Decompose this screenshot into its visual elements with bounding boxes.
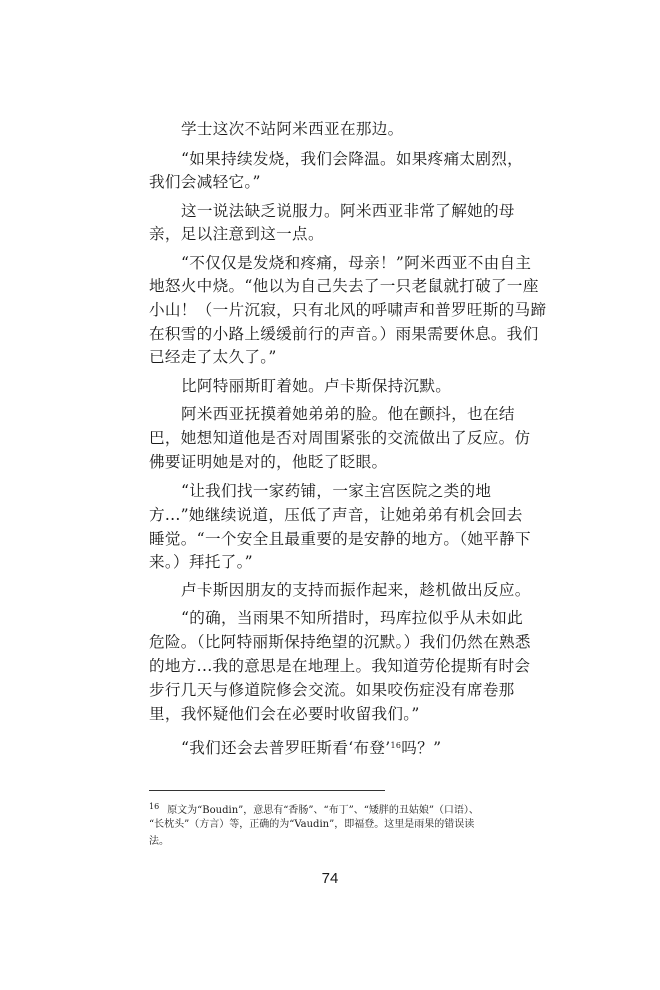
paragraph-line: 佛要证明她是对的，他眨了眨眼。 (149, 453, 388, 471)
line-text: “我们还会去普罗旺斯看‘布登’ (181, 739, 391, 757)
paragraph-line: 亲，足以注意到这一点。 (149, 225, 324, 243)
paragraph-line: 我们会减轻它。” (149, 173, 261, 191)
footnote-line (149, 800, 509, 818)
paragraph-line: 危险。（比阿特丽斯保持绝望的沉默。）我们仍然在熟悉 (149, 633, 531, 651)
paragraph-line (181, 736, 541, 758)
paragraph-line: 这一说法缺乏说服力。阿米西亚非常了解她的母 (181, 202, 515, 220)
paragraph-line: 学士这次不站阿米西亚在那边。 (181, 120, 404, 138)
paragraph-line: “不仅仅是发烧和疼痛，母亲！”阿米西亚不由自主 (181, 254, 532, 272)
paragraph-line: “的确，当雨果不知所措时，玛库拉似乎从未如此 (181, 609, 524, 627)
paragraph-line: “让我们找一家药铺，一家主宫医院之类的地 (181, 482, 492, 500)
paragraph-line: 里，我怀疑他们会在必要时收留我们。” (149, 705, 420, 723)
paragraph-line: 巴，她想知道他是否对周围紧张的交流做出了反应。仿 (149, 429, 531, 447)
page-number: 74 (321, 870, 339, 887)
footnote-divider (149, 790, 385, 791)
paragraph-line: 来。）拜托了。” (149, 553, 253, 571)
paragraph-line: 在积雪的小路上缓缓前行的声音。）雨果需要休息。我们 (149, 325, 539, 343)
paragraph-line: 方...”她继续说道，压低了声音，让她弟弟有机会回去 (149, 506, 523, 524)
paragraph-line: 地怒火中烧。“他以为自己失去了一只老鼠就打破了一座 (149, 277, 539, 295)
footnote-reference[interactable]: 16 (390, 741, 402, 750)
footnote-line: 法。 (149, 836, 169, 847)
paragraph-line: 步行几天与修道院修会交流。如果咬伤症没有席卷那 (149, 681, 515, 699)
footnote-line: “长枕头”（方言）等，正确的为“Vaudin”，即福登。这里是雨果的错误读 (149, 819, 475, 830)
paragraph-line: 比阿特丽斯盯着她。卢卡斯保持沉默。 (181, 377, 452, 395)
footnote-text: 原文为“Boudin”，意思有“香肠”、“布丁”、“矮胖的丑姑娘”（口语）、 (167, 805, 479, 816)
paragraph-line: “如果持续发烧，我们会降温。如果疼痛太剧烈， (181, 150, 524, 168)
line-text: 吗？” (401, 739, 442, 757)
footnote-number: 16 (149, 802, 160, 811)
paragraph-line: 卢卡斯因朋友的支持而振作起来，趁机做出反应。 (181, 581, 531, 599)
paragraph-line: 阿米西亚抚摸着她弟弟的脸。他在颤抖，也在结 (181, 405, 515, 423)
paragraph-line: 睡觉。“一个安全且最重要的是安静的地方。（她平静下 (149, 530, 531, 548)
paragraph-line: 已经走了太久了。” (149, 348, 277, 366)
paragraph-line: 的地方...我的意思是在地理上。我知道劳伦提斯有时会 (149, 657, 531, 675)
paragraph-line: 小山！（一片沉寂，只有北风的呼啸声和普罗旺斯的马蹄 (149, 301, 547, 319)
